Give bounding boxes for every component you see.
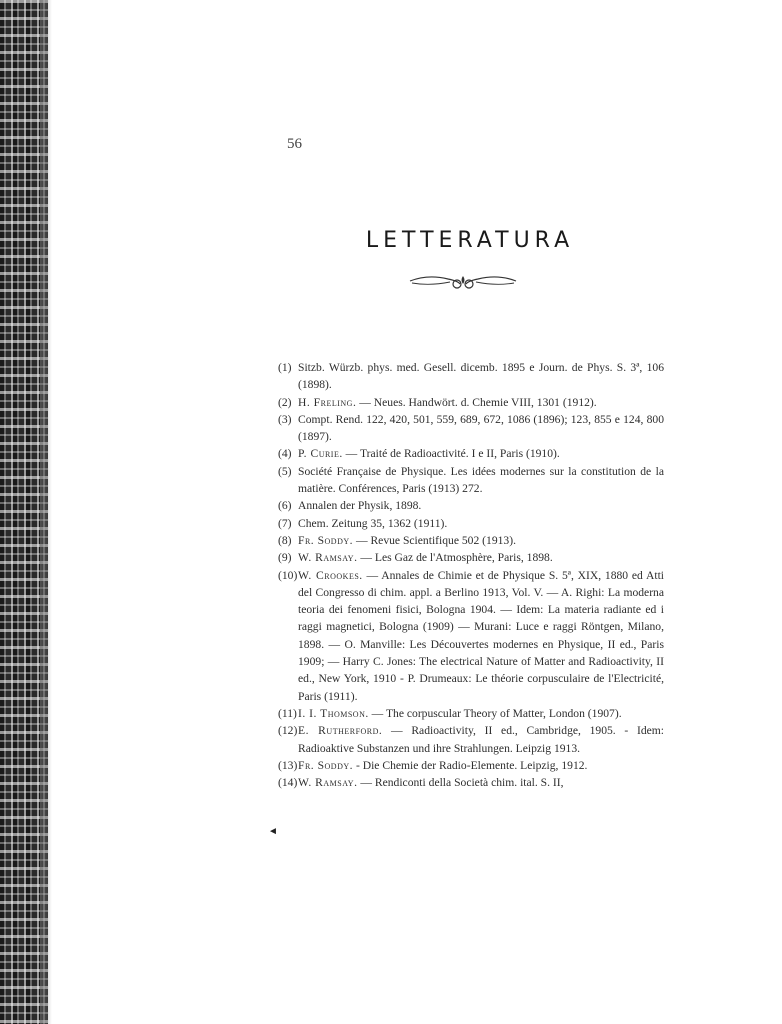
reference-item: (5) Société Française de Physique. Les idées modernes sur la constitution de la matière. Conférences, Paris (1913) 272. bbox=[278, 464, 664, 496]
page-number: 56 bbox=[287, 136, 302, 152]
reference-item: (2) H. Freling. — Neues. Handwört. d. Chemie VIII, 1301 (1912). bbox=[278, 395, 597, 409]
margin-mark-icon: ◄ bbox=[268, 826, 278, 837]
page-title: LETTERATURA bbox=[365, 228, 575, 253]
reference-item: (11) I. I. Thomson. — The corpuscular Theory of Matter, London (1907). bbox=[278, 706, 622, 720]
reference-item: (3) Compt. Rend. 122, 420, 501, 559, 689, 672, 1086 (1896); 123, 855 e 124, 800 (1897). bbox=[278, 412, 664, 444]
reference-item: (12) E. Rutherford. — Radioactivity, II ed., Cambridge, 1905. - Idem: Radioaktive Substanzen und ihre Strahlungen. Leipzig 1913. bbox=[278, 724, 665, 755]
reference-item: (4) P. Curie. — Traité de Radioactivité. I e II, Paris (1910). bbox=[278, 447, 560, 461]
reference-item: (7) Chem. Zeitung 35, 1362 (1911). bbox=[278, 516, 448, 530]
reference-item: (8) Fr. Soddy. — Revue Scientifique 502 (1913). bbox=[278, 533, 516, 547]
reference-list bbox=[278, 359, 664, 791]
scan-edge-shadow bbox=[40, 0, 52, 1024]
scroll-ornament-icon bbox=[408, 270, 518, 297]
reference-item: (6) Annalen der Physik, 1898. bbox=[278, 499, 422, 513]
reference-item: (13) Fr. Soddy. - Die Chemie der Radio-Elemente. Leipzig, 1912. bbox=[278, 758, 588, 772]
reference-item: (9) W. Ramsay. — Les Gaz de l'Atmosphère, Paris, 1898. bbox=[278, 551, 553, 565]
reference-item: (14) W. Ramsay. — Rendiconti della Società chim. ital. S. II, bbox=[278, 776, 564, 790]
reference-item: (10) W. Crookes. — Annales de Chimie et de Physique S. 5ª, XIX, 1880 ed Atti del Congresso di chim. appl. a Berlino 1913, Vol. V. — A. Righi: La moderna teoria dei fenomeni fisici, Bologna 1904. — Idem: La materia radiante ed i raggi magnetici, Bologna (1909) — Murani: Luce e raggi Röntgen, Milano, 1898. — O. Manville: Les Découvertes modernes en Physique, II ed., Paris 1909; — Harry C. Jones: The electrical Nature of Matter and Radioactivity, II ed., New York, 1910 - P. Drumeaux: Le théorie corpusculaire de l'Electricité, Paris (1911). bbox=[278, 568, 665, 703]
reference-item: (1) Sitzb. Würzb. phys. med. Gesell. dicemb. 1895 e Journ. de Phys. S. 3ª, 106 (1898). bbox=[278, 361, 664, 392]
